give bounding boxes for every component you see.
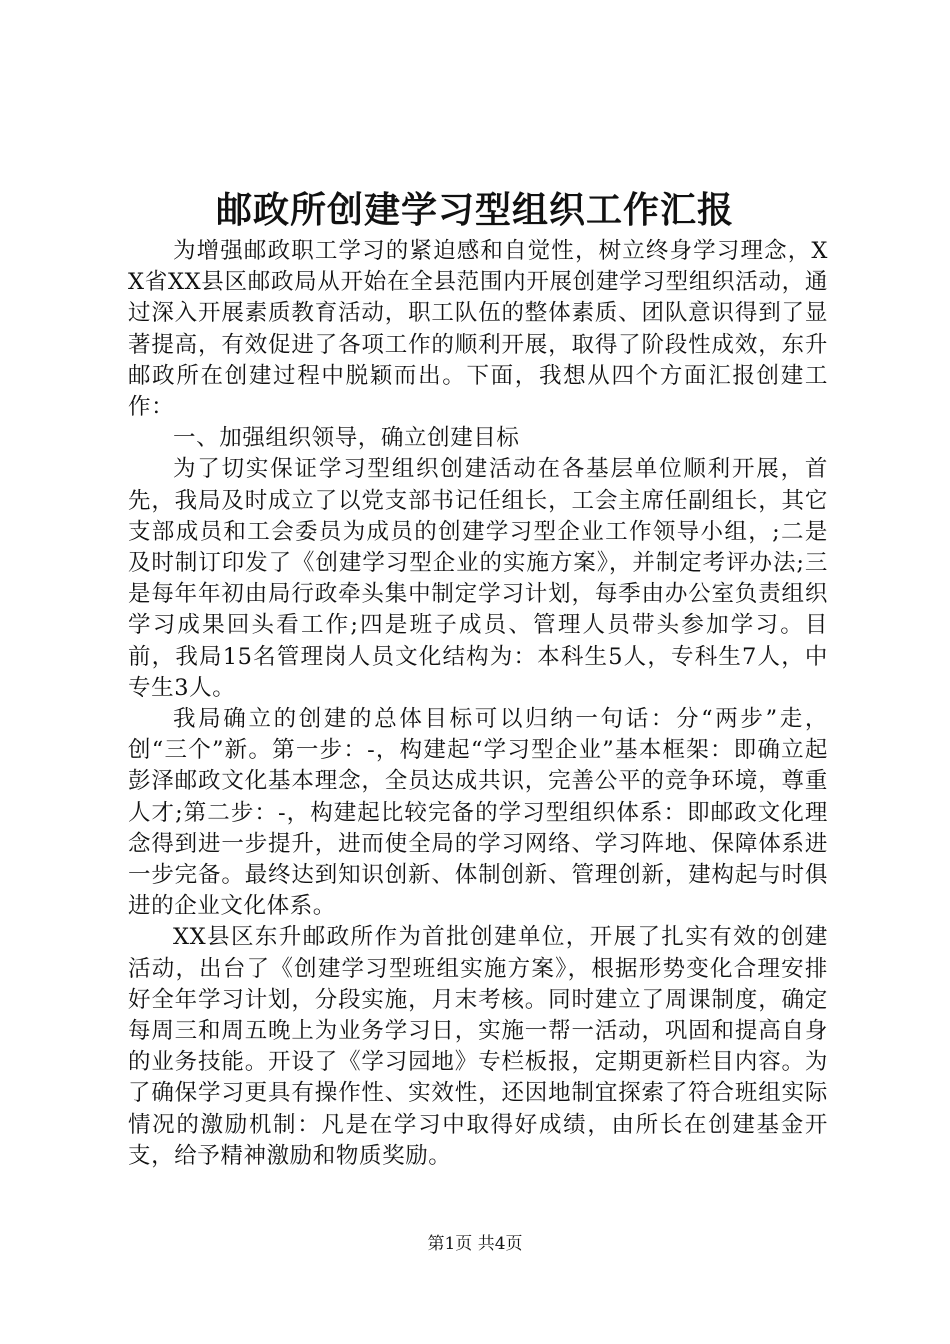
organization-paragraph: 为了切实保证学习型组织创建活动在各基层单位顺利开展，首先，我局及时成立了以党支部书记任组长，工会主席任副组长，其它支部成员和工会委员为成员的创建学习型企业工作领导小组，;二是及时制订印发了《创建学习型企业的实施方案》，并制定考评办法;三是每年年初由局行政牵头集中制定学习计划，每季由办公室负责组织学习成果回头看工作;四是班子成员、管理人员带头参加学习。目前，我局15名管理岗人员文化结构为：本科生5人，专科生7人，中专生3人。: [128, 456, 828, 701]
page-number-footer: 第1页 共4页: [427, 1234, 523, 1254]
goals-paragraph: 我局确立的创建的总体目标可以归纳一句话：分“两步”走，创“三个”新。第一步：-，构建起“学习型企业”基本框架：即确立起彭泽邮政文化基本理念，全员达成共识，完善公平的竞争环境，尊重人才;第二步：-，构建起比较完备的学习型组织体系：即邮政文化理念得到进一步提升，进而使全局的学习网络、学习阵地、保障体系进一步完备。最终达到知识创新、体制创新、管理创新，建构起与时俱进的企业文化体系。: [128, 706, 828, 920]
document-body: [128, 236, 828, 1172]
intro-paragraph: 为增强邮政职工学习的紧迫感和自觉性，树立终身学习理念，XX省XX县区邮政局从开始在全县范围内开展创建学习型组织活动，通过深入开展素质教育活动，职工队伍的整体素质、团队意识得到了显著提高，有效促进了各项工作的顺利开展，取得了阶段性成效，东升邮政所在创建过程中脱颖而出。下面，我想从四个方面汇报创建工作：: [128, 238, 828, 421]
document-title: 邮政所创建学习型组织工作汇报: [215, 189, 734, 231]
dongsheng-paragraph: XX县区东升邮政所作为首批创建单位，开展了扎实有效的创建活动，出台了《创建学习型班组实施方案》，根据形势变化合理安排好全年学习计划，分段实施，月末考核。同时建立了周课制度，确定每周三和周五晚上为业务学习日，实施一帮一活动，巩固和提高自身的业务技能。开设了《学习园地》专栏板报，定期更新栏目内容。为了确保学习更具有操作性、实效性，还因地制宜探索了符合班组实际情况的激励机制：凡是在学习中取得好成绩，由所长在创建基金开支，给予精神激励和物质奖励。: [128, 924, 828, 1169]
section-heading: 一、加强组织领导，确立创建目标: [173, 425, 520, 452]
